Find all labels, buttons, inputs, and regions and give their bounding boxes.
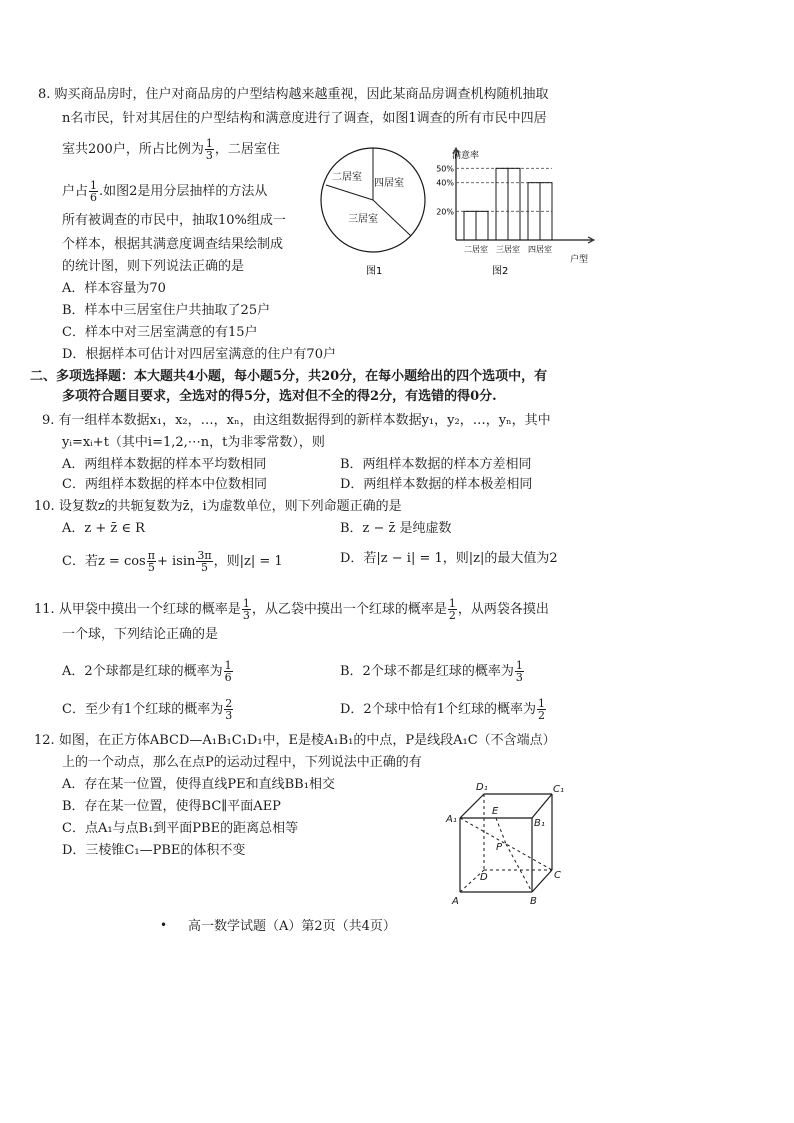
bar-ylabel: 满意率 [452,151,480,161]
q8-line1: 8. 购买商品房时，住户对商品房的户型结构越来越重视，因此某商品房调查机构随机抽取 [38,87,549,102]
q9-option-d: D．两组样本数据的样本极差相同 [340,477,533,492]
q11-option-b: B．2个球不都是红球的概率为 $\frac{1}{3}$ [340,659,523,684]
label-b1: B₁ [534,818,545,829]
x-tick-label: 四居室 [528,245,552,254]
label-d: D [480,872,488,883]
fraction: $\frac{1}{3}$ [242,597,250,622]
q10-option-d: D．若|z − i| = 1，则|z|的最大值为2 [340,551,558,566]
bar-chart [420,140,600,280]
bar [508,168,520,240]
fraction: $\frac{1}{2}$ [537,697,545,722]
label-c: C [554,870,561,881]
segment-pe [496,818,506,844]
x-tick-label: 三居室 [496,245,520,254]
cube-edge [460,794,484,818]
bar [464,211,476,240]
q12-line2: 上的一个动点，那么在点P的运动过程中，下列说法中正确的有 [62,755,422,770]
y-tick-label: 20% [436,207,454,217]
cube-edge [532,794,552,818]
pie-label-4: 四居室 [374,178,404,189]
bar [496,168,508,240]
footer-dot: • [160,918,168,932]
label-d1: D₁ [476,782,488,793]
pie-label-3: 三居室 [348,214,378,225]
fraction: $\frac{1}{2}$ [448,597,456,622]
cube-edge [532,870,552,892]
pie-caption: 图1 [366,266,383,277]
section2-heading-line2: 多项符合题目要求，全选对的得5分，选对但不全的得2分，有选错的得0分. [62,389,497,404]
q11-option-d: D．2个球中恰有1个红球的概率为 $\frac{1}{2}$ [340,697,545,722]
label-b: B [530,896,537,907]
section2-heading-line1: 二、多项选择题：本大题共4小题，每小题5分，共20分，在每小题给出的四个选项中，有 [30,369,548,384]
y-tick-label: 40% [436,178,454,188]
q9-line1: 9. 有一组样本数据x₁，x₂，…，xₙ，由这组数据得到的新样本数据y₁，y₂，…，yₙ，其中 [42,413,551,428]
pie-label-2: 二居室 [332,172,362,183]
q10-option-b: B．z − z̄ 是纯虚数 [340,521,452,536]
q12-option-b: B．存在某一位置，使得BC∥平面AEP [62,799,281,814]
fraction: $\frac{\pi}{5}$ [147,549,155,574]
y-tick-label: 50% [436,164,454,174]
q11-option-a: A．2个球都是红球的概率为 $\frac{1}{6}$ [62,659,232,684]
fraction: $\frac{1}{6}$ [90,179,98,204]
q8-option-d: D．根据样本可估计对四居室满意的住户有70户 [62,347,336,362]
q9-line2: yᵢ=xᵢ+t（其中i=1,2,⋯n，t为非零常数），则 [62,435,325,450]
q8-number: 8. [38,87,51,102]
fraction: $\frac{3\pi}{5}$ [197,549,212,574]
q8-line5: 所有被调查的市民中，抽取10%组成一 [62,213,286,228]
pie-divider [326,185,373,200]
q9-option-c: C．两组样本数据的样本中位数相同 [62,477,267,492]
label-c1: C₁ [553,784,564,795]
q12-option-a: A．存在某一位置，使得直线PE和直线BB₁相交 [62,777,335,792]
q8-option-a: A．样本容量为70 [62,281,166,296]
q8-option-c: C．样本中对三居室满意的有15户 [62,325,258,340]
page-footer: 高一数学试题（A）第2页（共4页） [188,919,396,934]
q8-line3: 室共200户，所占比例为 $\frac{1}{3}$ ，二居室住 [62,137,280,162]
fraction: $\frac{1}{3}$ [205,137,213,162]
bar-caption: 图2 [492,266,509,277]
q12-option-d: D．三棱锥C₁—PBE的体积不变 [62,843,246,858]
bar-xlabel: 户型 [570,255,589,265]
q8-line7: 的统计图，则下列说法正确的是 [62,259,245,274]
q10-option-c: C．若z = cos $\frac{\pi}{5}$ + isin $\frac{3\pi}{5}$ ，则|z| = 1 [62,549,283,574]
bar [476,211,488,240]
fraction: $\frac{1}{6}$ [224,659,232,684]
q11-line1: 11. 从甲袋中摸出一个红球的概率是 $\frac{1}{3}$ ，从乙袋中摸出一个红球的概率是 $\frac{1}{2}$ ，从两袋各摸出 [34,597,549,622]
q12-option-c: C．点A₁与点B₁到平面PBE的距离总相等 [62,821,299,836]
q9-option-a: A．两组样本数据的样本平均数相同 [62,457,267,472]
cube-figure [440,778,570,908]
label-a: A [452,896,459,907]
q10-option-a: A．z + z̄ ∈ R [62,521,145,536]
q11-option-c: C．至少有1个红球的概率为 $\frac{2}{3}$ [62,697,233,722]
fraction: $\frac{1}{3}$ [515,659,523,684]
label-p: P [496,842,503,853]
x-tick-label: 二居室 [464,245,488,254]
pie-figure [318,140,428,280]
q9-option-b: B．两组样本数据的样本方差相同 [340,457,532,472]
q12-line1: 12. 如图，在正方体ABCD—A₁B₁C₁D₁中，E是棱A₁B₁的中点，P是线段A₁C（不含端点） [34,733,556,748]
label-e: E [492,806,499,817]
fraction: $\frac{2}{3}$ [225,697,233,722]
label-a1: A₁ [446,814,457,825]
q8-line2: n名市民，针对其居住的户型结构和满意度进行了调查，如图1调查的所有市民中四居 [62,111,547,126]
q8-option-b: B．样本中三居室住户共抽取了25户 [62,303,271,318]
q11-line2: 一个球，下列结论正确的是 [62,627,219,642]
q8-line6: 个样本，根据其满意度调查结果绘制成 [62,237,284,252]
pie-divider [373,200,411,236]
q10-line1: 10. 设复数z的共轭复数为z̄，i为虚数单位，则下列命题正确的是 [34,499,402,514]
q8-line4: 户占 $\frac{1}{6}$ .如图2是用分层抽样的方法从 [62,179,268,204]
